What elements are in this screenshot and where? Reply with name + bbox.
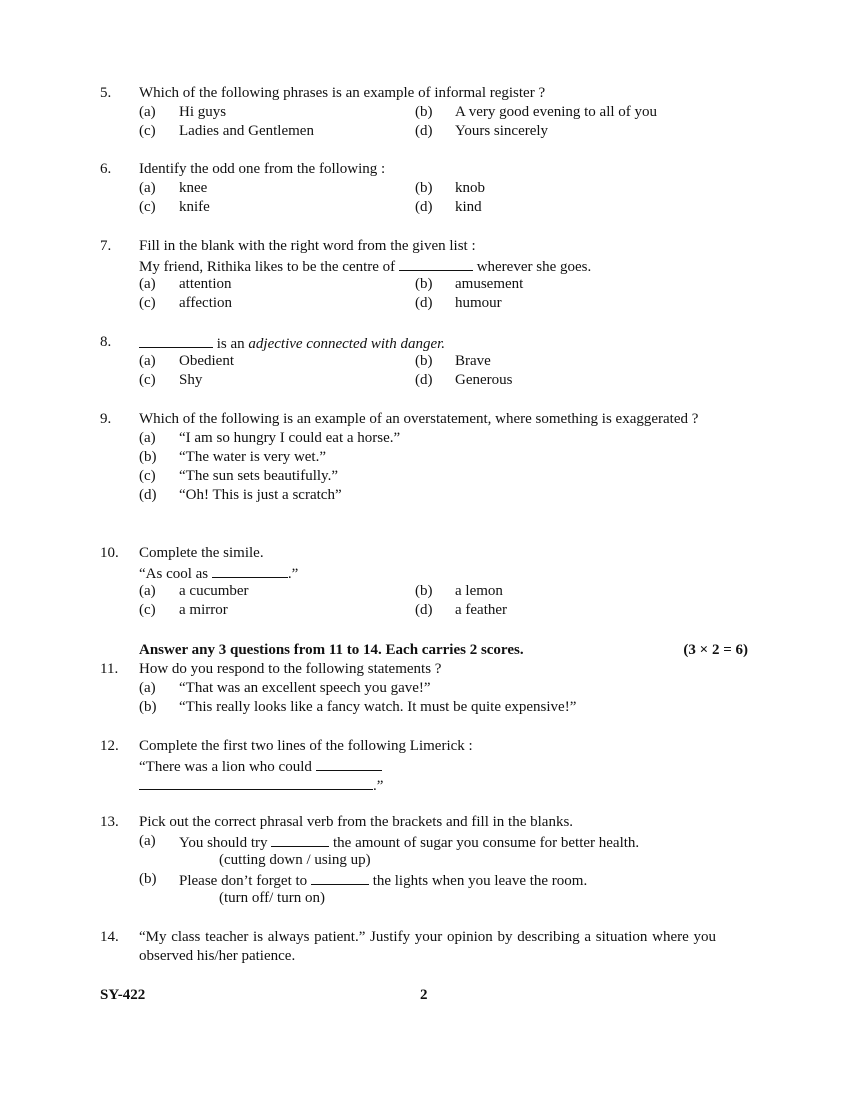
option-row	[139, 698, 720, 717]
options-row	[139, 352, 720, 371]
question-number: 14.	[100, 929, 119, 945]
option-label: (c)	[139, 602, 156, 618]
answer-blank[interactable]	[139, 775, 373, 790]
option-text: “Oh! This is just a scratch”	[179, 487, 342, 503]
answer-blank[interactable]	[316, 756, 382, 771]
option-label: (a)	[139, 104, 156, 120]
question-text	[139, 333, 720, 352]
part-after: the amount of sugar you consume for better health.	[333, 835, 640, 851]
limerick-line-1	[139, 756, 720, 775]
question-number: 13.	[100, 814, 119, 830]
question-number: 10.	[100, 545, 119, 561]
option-label: (c)	[139, 123, 156, 139]
part-before: You should try	[179, 835, 268, 851]
option-text: A very good evening to all of you	[455, 104, 658, 120]
simile-line	[139, 563, 720, 582]
answer-blank[interactable]	[139, 333, 213, 348]
option-text: affection	[179, 295, 233, 311]
option-text: Hi guys	[179, 104, 227, 120]
option-label: (c)	[139, 372, 156, 388]
question-number: 6.	[100, 161, 112, 177]
part-label: (b)	[139, 871, 157, 887]
options-row	[139, 371, 720, 390]
question-7	[100, 237, 720, 313]
answer-blank[interactable]	[271, 832, 329, 847]
option-label: (a)	[139, 180, 156, 196]
part-row	[139, 832, 720, 851]
options-row	[139, 294, 720, 313]
option-label: (a)	[139, 430, 156, 446]
option-label: (b)	[415, 583, 433, 599]
option-text: attention	[179, 276, 232, 292]
options-row	[139, 601, 720, 620]
option-text: Shy	[179, 372, 203, 388]
question-text: “My class teacher is always patient.” Justify your opinion by describing a situation where you observed his/her patience.	[139, 929, 716, 964]
sentence-before: My friend, Rithika likes to be the centre of	[139, 259, 396, 275]
option-label: (b)	[415, 276, 433, 292]
question-8	[100, 333, 720, 390]
option-label: (d)	[415, 199, 433, 215]
option-row	[139, 429, 720, 448]
option-text: “The sun sets beautifully.”	[179, 468, 338, 484]
question-text: Identify the odd one from the following :	[139, 161, 386, 177]
option-label: (d)	[415, 123, 433, 139]
option-label: (a)	[139, 583, 156, 599]
option-label: (a)	[139, 276, 156, 292]
options-row	[139, 122, 720, 141]
question-9	[100, 410, 720, 505]
answer-blank[interactable]	[399, 256, 473, 271]
part-label: (a)	[139, 833, 156, 849]
quote-before: “As cool as	[139, 566, 209, 582]
question-number: 7.	[100, 238, 112, 254]
option-row	[139, 467, 720, 486]
question-text-mid: is an	[216, 336, 245, 352]
option-text: a lemon	[455, 583, 503, 599]
option-label: (d)	[415, 295, 433, 311]
option-row	[139, 486, 720, 505]
option-label: (b)	[415, 353, 433, 369]
answer-blank[interactable]	[311, 870, 369, 885]
limerick-line-2	[139, 775, 720, 794]
option-row	[139, 679, 720, 698]
fill-sentence	[139, 256, 720, 275]
option-label: (a)	[139, 680, 156, 696]
option-label: (b)	[139, 449, 157, 465]
option-label: (d)	[415, 602, 433, 618]
question-number: 9.	[100, 411, 112, 427]
option-text: Yours sincerely	[455, 123, 549, 139]
question-text: Fill in the blank with the right word from the given list :	[139, 238, 476, 254]
limerick-line-end: .”	[373, 778, 384, 794]
question-14	[100, 928, 720, 966]
option-label: (d)	[139, 487, 157, 503]
page-number: 2	[420, 987, 428, 1003]
option-text: a feather	[455, 602, 508, 618]
option-text: “I am so hungry I could eat a horse.”	[179, 430, 401, 446]
option-label: (b)	[415, 104, 433, 120]
option-text: a mirror	[179, 602, 228, 618]
options-row	[139, 103, 720, 122]
options-row	[139, 179, 720, 198]
option-label: (c)	[139, 468, 156, 484]
question-5	[100, 84, 720, 141]
question-text: Pick out the correct phrasal verb from the brackets and fill in the blanks.	[139, 814, 574, 830]
options-row	[139, 198, 720, 217]
option-label: (c)	[139, 295, 156, 311]
option-text: Ladies and Gentlemen	[179, 123, 314, 139]
question-11	[100, 660, 720, 717]
question-number: 12.	[100, 738, 119, 754]
option-text: knob	[455, 180, 485, 196]
question-text-italic: adjective connected with danger.	[248, 336, 446, 352]
quote-after: .”	[287, 566, 299, 582]
option-row	[139, 448, 720, 467]
sentence-after: wherever she goes.	[476, 259, 592, 275]
options-row	[139, 582, 720, 601]
option-text: humour	[455, 295, 502, 311]
question-number: 5.	[100, 85, 112, 101]
option-label: (a)	[139, 353, 156, 369]
options-row	[139, 275, 720, 294]
instruction-text: Answer any 3 questions from 11 to 14. Each carries 2 scores.	[139, 642, 524, 658]
option-text: “This really looks like a fancy watch. It must be quite expensive!”	[179, 699, 577, 715]
question-13	[100, 813, 720, 908]
answer-blank[interactable]	[212, 563, 288, 578]
option-text: “The water is very wet.”	[179, 449, 327, 465]
part-row	[139, 870, 720, 889]
option-label: (b)	[139, 699, 157, 715]
option-text: Obedient	[179, 353, 234, 369]
part-hint: (turn off/ turn on)	[219, 890, 325, 906]
option-label: (d)	[415, 372, 433, 388]
option-text: knee	[179, 180, 208, 196]
question-number: 11.	[100, 661, 119, 677]
option-text: knife	[179, 199, 210, 215]
question-number: 8.	[100, 334, 112, 350]
section-marks: (3 × 2 = 6)	[683, 642, 748, 658]
option-text: amusement	[455, 276, 524, 292]
question-10	[100, 544, 720, 620]
option-text: Generous	[455, 372, 513, 388]
option-label: (b)	[415, 180, 433, 196]
option-text: “That was an excellent speech you gave!”	[179, 680, 431, 696]
option-text: kind	[455, 199, 482, 215]
question-text: Complete the simile.	[139, 545, 264, 561]
part-before: Please don’t forget to	[179, 873, 308, 889]
part-hint: (cutting down / using up)	[219, 852, 371, 868]
question-text: How do you respond to the following statements ?	[139, 661, 442, 677]
question-text: Which of the following phrases is an example of informal register ?	[139, 85, 546, 101]
option-label: (c)	[139, 199, 156, 215]
option-text: a cucumber	[179, 583, 249, 599]
question-12	[100, 737, 720, 794]
limerick-text: “There was a lion who could	[139, 759, 312, 775]
question-6	[100, 160, 720, 217]
section-instruction	[139, 641, 748, 660]
question-text: Complete the first two lines of the following Limerick :	[139, 738, 473, 754]
option-text: Brave	[455, 353, 491, 369]
part-after: the lights when you leave the room.	[372, 873, 588, 889]
question-text: Which of the following is an example of an overstatement, where something is exaggerated ?	[139, 411, 699, 427]
paper-code: SY-422	[100, 987, 146, 1003]
